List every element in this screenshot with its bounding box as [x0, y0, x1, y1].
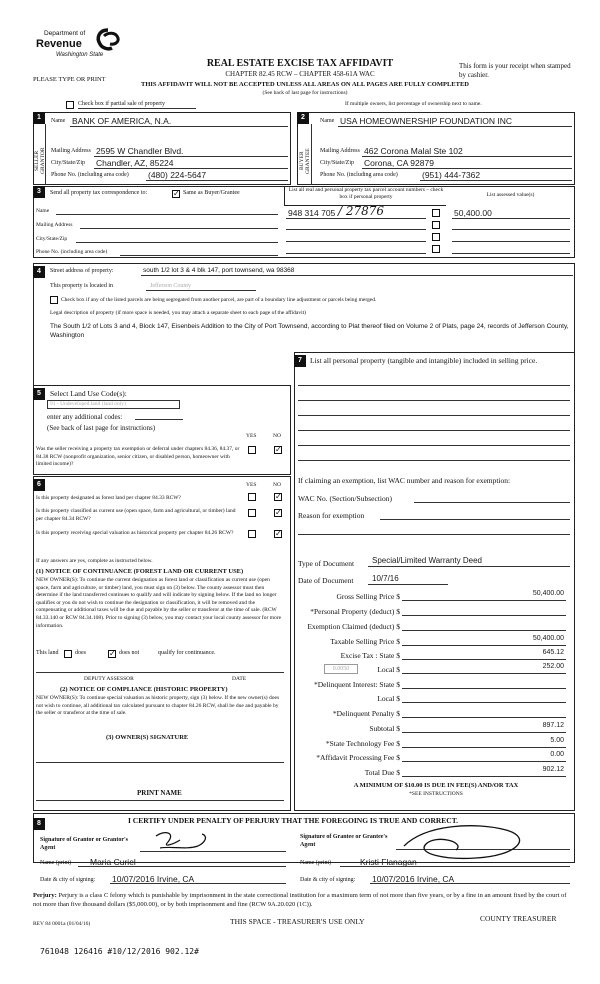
section-7-number: 7	[294, 355, 306, 367]
parcel-4-checkbox[interactable]	[432, 245, 440, 253]
buyer-city-label: City/State/Zip	[320, 160, 354, 166]
amount-value[interactable]: 50,400.00	[532, 635, 564, 642]
seller-phone-label: Phone No. (including area code)	[51, 172, 129, 178]
forest-question: Is this property designated as forest land per chapter 84.33 RCW?	[36, 495, 181, 501]
legal-description[interactable]: The South 1/2 of Lots 3 and 4, Block 147, Eisenbeis Addition to the City of Port Townsend, according to Plat thereof filed on Volume 2 of Plats, page 24, records of Jefferson County, Washington	[50, 323, 569, 339]
seller-city-label: City/State/Zip	[51, 160, 85, 166]
continuance-text: NEW OWNER(S): To continue the current designation as forest land or classification as current use (open space, farm and agriculture, or timber) land, you must sign on (3) below. The county assessor must then determine if the land transferred continues to qualify and will indicate by signing below. If the land no longer qualifies or you do not wish to continue the designation or classification, it will be removed and the compensating or additional taxes will be due and payable by the seller or transferor at the time of sale. (RCW 84.33.140 or RCW 84.34.108). Prior to signing (3) below, you may contact your local county assessor for more information.	[36, 577, 282, 629]
amount-label: Exemption Claimed (deduct) $	[307, 622, 400, 631]
logo-swirl-icon	[94, 28, 122, 54]
see-instructions: *SEE INSTRUCTIONS	[409, 791, 463, 797]
street-label: Street address of property:	[50, 268, 114, 274]
parcel-number[interactable]: 948 314 705	[288, 208, 336, 218]
dept-line1: Department of	[44, 30, 86, 37]
buyer-section-number: 2	[297, 112, 309, 124]
amount-label: Local $	[377, 694, 400, 703]
grantor-date-label: Date & city of signing:	[40, 877, 96, 883]
additional-codes-label: enter any additional codes:	[47, 413, 123, 421]
section-6-number: 6	[33, 479, 45, 491]
buyer-name-label: Name	[320, 118, 335, 124]
seller-side-label: SELLER GRANTOR	[34, 147, 46, 175]
chapter-line: CHAPTER 82.45 RCW – CHAPTER 458-61A WAC	[225, 70, 375, 78]
amount-value[interactable]: 897.12	[542, 722, 564, 729]
treasurer-use: THIS SPACE - TREASURER'S USE ONLY	[230, 917, 365, 926]
s6-no-header: NO	[273, 482, 281, 488]
s5-yes-checkbox[interactable]	[248, 446, 256, 454]
forest-yes-checkbox[interactable]	[248, 493, 256, 501]
doc-type[interactable]: Special/Limited Warranty Deed	[372, 556, 482, 565]
seller-phone[interactable]: (480) 224-5647	[148, 170, 207, 180]
located-label: This property is located in	[50, 283, 113, 289]
local-rate-box[interactable]: 0.0050	[324, 664, 358, 674]
grantor-name-print-label: Name (print)	[40, 860, 72, 866]
certify-statement: I CERTIFY UNDER PENALTY OF PERJURY THAT THE FOREGOING IS TRUE AND CORRECT.	[128, 816, 459, 825]
deputy-assessor-label: DEPUTY ASSESSOR	[84, 676, 134, 682]
amount-label: Local $	[377, 665, 400, 674]
grantee-date[interactable]: 10/07/2016 Irvine, CA	[372, 874, 455, 884]
seller-city[interactable]: Chandler, AZ, 85224	[96, 158, 174, 168]
parcel-1-checkbox[interactable]	[432, 209, 440, 217]
amount-label: *Affidavit Processing Fee $	[316, 753, 400, 762]
seller-name[interactable]: BANK OF AMERICA, N.A.	[72, 116, 172, 126]
amounts-list	[298, 589, 574, 789]
amount-label: *Delinquent Interest: State $	[313, 680, 400, 689]
historic-question: Is this property receiving special valuation as historical property per chapter 84.26 RCW?	[36, 530, 234, 536]
s5-yes-header: YES	[246, 433, 257, 439]
perjury-note	[33, 892, 575, 909]
multiple-owners-note: If multiple owners, list percentage of ownership next to name.	[345, 101, 482, 107]
does-label: does	[75, 650, 86, 656]
doc-date[interactable]: 10/7/16	[372, 574, 399, 583]
owner-signature-label: (3) OWNER(S) SIGNATURE	[106, 734, 189, 741]
current-use-no-checkbox[interactable]: ✓	[275, 508, 282, 517]
compliance-text: NEW OWNER(S): To continue special valuation as historic property, sign (3) below. If the new owner(s) does not wish to continue, all additional tax calculated pursuant to chapter 84.26 RCW, shall be due and payable by the seller or transferor at the time of sale.	[36, 695, 280, 717]
legal-label: Legal description of property (if more space is needed, you may attach a separate sheet to each page of the affidavit)	[50, 310, 306, 316]
exemption-claim-label: If claiming an exemption, list WAC number and reason for exemption:	[298, 476, 511, 485]
same-as-buyer-checkbox[interactable]: ✓	[173, 189, 180, 198]
amount-label: Total Due $	[364, 768, 400, 777]
parcel-2-checkbox[interactable]	[432, 221, 440, 229]
assessed-value[interactable]: 50,400.00	[454, 208, 492, 218]
amount-label: *Delinquent Penalty $	[332, 709, 400, 718]
section-8-number: 8	[33, 818, 45, 830]
exemption-question: Was the seller receiving a property tax exemption or deferral under chapters 84.36, 84.37, or 84.38 RCW (nonprofit organization, senior citizen, or disabled person, homeowner with limited income)?	[36, 446, 240, 467]
deputy-date-label: DATE	[232, 676, 247, 682]
same-as-buyer-label: Same as Buyer/Grantee	[183, 190, 240, 196]
current-use-yes-checkbox[interactable]	[248, 509, 256, 517]
historic-yes-checkbox[interactable]	[248, 530, 256, 538]
doc-date-label: Date of Document	[298, 576, 354, 585]
grantee-date-label: Date & city of signing:	[300, 877, 356, 883]
buyer-name[interactable]: USA HOMEOWNERSHIP FOUNDATION INC	[340, 116, 513, 126]
please-type: PLEASE TYPE OR PRINT	[33, 76, 106, 83]
located-county[interactable]: Jefferson County	[150, 283, 192, 289]
print-name-label: PRINT NAME	[137, 789, 182, 797]
section-6	[33, 476, 291, 811]
section-3-number: 3	[33, 186, 45, 198]
perjury-label: Perjury:	[33, 892, 57, 899]
s5-see-back: (See back of last page for instructions)	[47, 424, 156, 432]
cashier-stamp: 761048 126416 #10/12/2016 902.12#	[40, 947, 199, 956]
street-address[interactable]: south 1/2 lot 3 & 4 blk 147, port townsend, wa 98368	[143, 267, 295, 274]
buyer-side-label: BUYER GRANTEE	[299, 148, 311, 174]
grantee-signature	[396, 816, 536, 862]
amount-label: Subtotal $	[369, 724, 400, 733]
amount-label: Taxable Selling Price $	[330, 637, 400, 646]
minimum-note: A MINIMUM OF $10.00 IS DUE IN FEE(S) AND/OR TAX	[353, 782, 519, 789]
personal-property-label: List all personal property (tangible and intangible) included in selling price.	[310, 356, 538, 365]
seller-name-label: Name	[51, 118, 66, 124]
this-land-label: This land	[36, 650, 59, 656]
segregated-label: Check box if any of the listed parcels are being segregated from another parcel, are part of a boundary line adjustment or parcels being merged.	[61, 297, 377, 303]
assessed-header: List assessed value(s)	[486, 192, 535, 198]
historic-no-checkbox[interactable]: ✓	[275, 529, 282, 538]
grantor-name[interactable]: Maria Curiel	[90, 857, 136, 867]
form-number: REV 84 0001a (01/04/16)	[33, 921, 91, 927]
perjury-text: Perjury is a class C felony which is punishable by imprisonment in the state correctional institution for a maximum term of not more than five years, or by a fine in an amount fixed by the court of not more than five thousand dollars ($5,000.00), or by both imprisonment and fine (RCW 9A.20.020 (1C)).	[33, 892, 567, 908]
s3-city-label: City/State/Zip	[36, 236, 68, 242]
partial-sale-checkbox[interactable]	[66, 101, 74, 109]
section-5-number: 5	[33, 388, 45, 400]
amount-value[interactable]: 252.00	[542, 663, 564, 670]
grantee-sig-label: Signature of Grantee or Grantee's Agent	[300, 834, 388, 848]
amount-value[interactable]: 5.00	[550, 737, 564, 744]
amount-value[interactable]: 50,400.00	[532, 590, 564, 597]
amount-label: *State Technology Fee $	[325, 739, 400, 748]
amount-value[interactable]: 902.12	[542, 766, 564, 773]
s3-name-label: Name	[36, 208, 50, 214]
amount-label: *Personal Property (deduct) $	[310, 607, 400, 616]
does-not-label: does not	[119, 650, 140, 656]
wac-label: WAC No. (Section/Subsection)	[298, 494, 392, 503]
current-use-question: Is this property classified as current use (open space, farm and agricultural, or timber) land per chapter 84.34 RCW?	[36, 508, 236, 522]
grantee-name-print-label: Name (print)	[300, 860, 332, 866]
parcel-handwritten: / 27876	[338, 204, 385, 218]
dept-line2: Revenue	[36, 38, 82, 50]
amount-label: Gross Selling Price $	[336, 592, 400, 601]
buyer-city[interactable]: Corona, CA 92879	[364, 158, 434, 168]
does-checkbox[interactable]	[64, 650, 72, 658]
parcel-header: List all real and personal property tax parcel account numbers – check box if personal property	[288, 187, 444, 200]
forest-no-checkbox[interactable]: ✓	[275, 492, 282, 501]
seller-address-label: Mailing Address	[51, 148, 91, 154]
does-not-checkbox[interactable]: ✓	[109, 649, 116, 658]
s3-address-label: Mailing Address	[36, 222, 73, 228]
grantee-name[interactable]: Kristi Flanagan	[360, 857, 417, 867]
seller-section-number: 1	[33, 112, 45, 124]
correspondence-label: Send all property tax correspondence to:	[50, 190, 148, 196]
page-title: REAL ESTATE EXCISE TAX AFFIDAVIT	[206, 58, 394, 69]
s3-phone-label: Phone No. (including area code)	[36, 249, 108, 255]
revenue-logo	[36, 28, 126, 68]
parcel-3-checkbox[interactable]	[432, 233, 440, 241]
qualify-label: qualify for continuance.	[158, 650, 216, 656]
grantor-signature	[150, 826, 220, 856]
reason-label: Reason for exemption	[298, 511, 365, 520]
s5-no-checkbox[interactable]: ✓	[275, 445, 282, 454]
dept-line3: Washington State	[56, 52, 104, 58]
land-use-code[interactable]: 91 - Undeveloped land (land only)	[47, 400, 180, 409]
continuance-title: (1) NOTICE OF CONTINUANCE (FOREST LAND OR CURRENT USE)	[36, 568, 244, 575]
amount-value[interactable]: 0.00	[550, 751, 564, 758]
s5-no-header: NO	[273, 433, 281, 439]
segregated-checkbox[interactable]	[50, 296, 58, 304]
buyer-address[interactable]: 462 Corona Malal Ste 102	[364, 146, 463, 156]
buyer-phone-label: Phone No. (including area code)	[320, 172, 398, 178]
doc-type-label: Type of Document	[298, 559, 355, 568]
receipt-note: This form is your receipt when stamped by cashier.	[459, 62, 571, 79]
amount-value[interactable]: 645.12	[542, 649, 564, 656]
partial-sale-label: Check box if partial sale of property	[78, 101, 165, 107]
land-use-label: Select Land Use Code(s):	[50, 389, 127, 398]
grantor-sig-label: Signature of Grantor or Grantor's Agent	[40, 837, 128, 851]
see-back: (See back of last page for instructions)	[262, 90, 348, 96]
warning: THIS AFFIDAVIT WILL NOT BE ACCEPTED UNLESS ALL AREAS ON ALL PAGES ARE FULLY COMPLETED	[141, 81, 469, 88]
amount-label: Excise Tax : State $	[340, 651, 400, 660]
seller-address[interactable]: 2595 W Chandler Blvd.	[96, 146, 184, 156]
buyer-address-label: Mailing Address	[320, 148, 360, 154]
county-treasurer: COUNTY TREASURER	[480, 914, 557, 923]
section-4-number: 4	[33, 266, 45, 278]
if-yes-note: If any answers are yes, complete as instructed below.	[36, 558, 153, 564]
s6-yes-header: YES	[246, 482, 257, 488]
grantor-date[interactable]: 10/07/2016 Irvine, CA	[112, 874, 195, 884]
buyer-phone[interactable]: (951) 444-7362	[422, 170, 481, 180]
compliance-title: (2) NOTICE OF COMPLIANCE (HISTORIC PROPERTY)	[60, 686, 228, 693]
